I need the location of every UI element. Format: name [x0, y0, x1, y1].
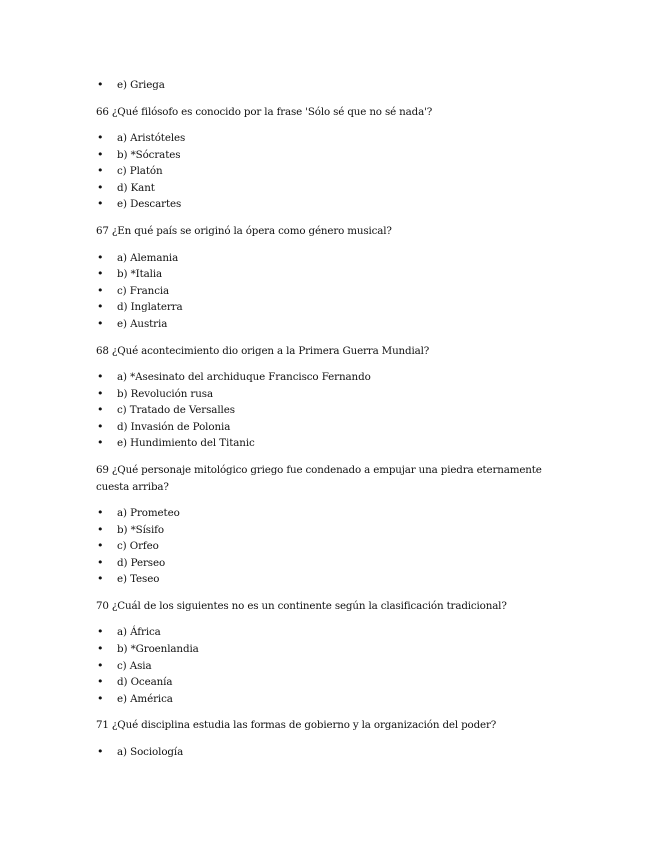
option-label: d) Oceanía — [117, 676, 173, 689]
option-label: c) Francia — [117, 284, 170, 297]
option-item — [96, 147, 556, 164]
option-label: a) Prometeo — [117, 507, 180, 519]
bullet-icon: • — [97, 370, 104, 384]
bullet-icon: • — [97, 572, 104, 586]
option-label: a) *Asesinato del archiduque Francisco Fernando — [117, 371, 371, 384]
bullet-icon: • — [97, 403, 104, 417]
question-71: 71 ¿Qué disciplina estudia las formas de gobierno y la organización del poder? — [96, 719, 497, 732]
option-label: e) Griega — [117, 79, 165, 91]
bullet-icon: • — [97, 164, 104, 178]
question-68: 68 ¿Qué acontecimiento dio origen a la Primera Guerra Mundial? — [96, 344, 430, 357]
document-content — [96, 77, 556, 771]
option-label: b) *Groenlandia — [117, 643, 199, 656]
option-label: d) Inglaterra — [117, 301, 183, 314]
bullet-icon: • — [97, 744, 104, 758]
option-label: d) Perseo — [117, 556, 166, 569]
option-label: a) Sociología — [117, 745, 184, 758]
option-label: e) Austria — [117, 317, 168, 330]
question-66: 66 ¿Qué filósofo es conocido por la frase 'Sólo sé que no sé nada'? — [96, 105, 433, 118]
option-label: e) Hundimiento del Titanic — [117, 437, 255, 450]
option-item — [96, 505, 556, 522]
bullet-icon: • — [97, 131, 104, 145]
option-list-67 — [96, 250, 556, 333]
option-item — [96, 316, 556, 333]
option-item — [96, 386, 556, 403]
lead-option-list — [96, 77, 556, 94]
option-item — [96, 624, 556, 641]
option-label: c) Asia — [117, 659, 152, 672]
option-item — [96, 77, 556, 94]
option-label: a) Aristóteles — [117, 132, 186, 145]
option-list-70 — [96, 624, 556, 707]
bullet-icon: • — [97, 316, 104, 330]
option-list-66 — [96, 130, 556, 213]
bullet-icon: • — [97, 522, 104, 536]
option-label: b) *Sísifo — [117, 523, 164, 536]
question-67: 67 ¿En qué país se originó la ópera como género musical? — [96, 225, 392, 238]
option-item — [96, 435, 556, 452]
option-label: c) Orfeo — [117, 540, 159, 553]
option-item — [96, 163, 556, 180]
option-item — [96, 180, 556, 197]
option-item — [96, 299, 556, 316]
option-item — [96, 522, 556, 539]
option-item — [96, 674, 556, 691]
bullet-icon: • — [97, 197, 104, 211]
option-item — [96, 641, 556, 658]
bullet-icon: • — [97, 180, 104, 194]
option-label: a) África — [117, 626, 161, 639]
option-item — [96, 283, 556, 300]
option-label: e) Descartes — [117, 198, 182, 211]
bullet-icon: • — [97, 658, 104, 672]
option-label: a) Alemania — [117, 251, 179, 264]
option-item — [96, 196, 556, 213]
bullet-icon: • — [97, 642, 104, 656]
bullet-icon: • — [97, 78, 104, 91]
bullet-icon: • — [97, 267, 104, 281]
option-label: e) América — [117, 692, 173, 705]
bullet-icon: • — [97, 506, 104, 519]
question-69: 69 ¿Qué personaje mitológico griego fue condenado a empujar una piedra eternamente cuesta arriba? — [96, 464, 542, 493]
bullet-icon: • — [97, 539, 104, 553]
option-item — [96, 658, 556, 675]
option-list-71 — [96, 744, 556, 761]
option-label: c) Platón — [117, 165, 163, 178]
option-label: b) *Italia — [117, 268, 163, 281]
bullet-icon: • — [97, 250, 104, 264]
option-item — [96, 266, 556, 283]
option-label: d) Kant — [117, 181, 155, 194]
option-item — [96, 369, 556, 386]
option-item — [96, 538, 556, 555]
option-label: b) Revolución rusa — [117, 387, 214, 400]
option-item — [96, 691, 556, 708]
option-item — [96, 130, 556, 147]
option-label: e) Teseo — [117, 573, 160, 586]
option-item — [96, 744, 556, 761]
option-label: c) Tratado de Versalles — [117, 404, 235, 417]
bullet-icon: • — [97, 436, 104, 450]
bullet-icon: • — [97, 675, 104, 689]
option-label: d) Invasión de Polonia — [117, 420, 231, 433]
bullet-icon: • — [97, 555, 104, 569]
bullet-icon: • — [97, 625, 104, 639]
option-item — [96, 250, 556, 267]
option-label: b) *Sócrates — [117, 148, 181, 161]
bullet-icon: • — [97, 386, 104, 400]
option-list-69 — [96, 505, 556, 588]
bullet-icon: • — [97, 283, 104, 297]
option-item — [96, 419, 556, 436]
option-item — [96, 402, 556, 419]
option-item — [96, 555, 556, 572]
option-item — [96, 571, 556, 588]
bullet-icon: • — [97, 147, 104, 161]
option-list-68 — [96, 369, 556, 452]
bullet-icon: • — [97, 691, 104, 705]
bullet-icon: • — [97, 419, 104, 433]
question-70: 70 ¿Cuál de los siguientes no es un continente según la clasificación tradicional? — [96, 599, 507, 612]
bullet-icon: • — [97, 300, 104, 314]
